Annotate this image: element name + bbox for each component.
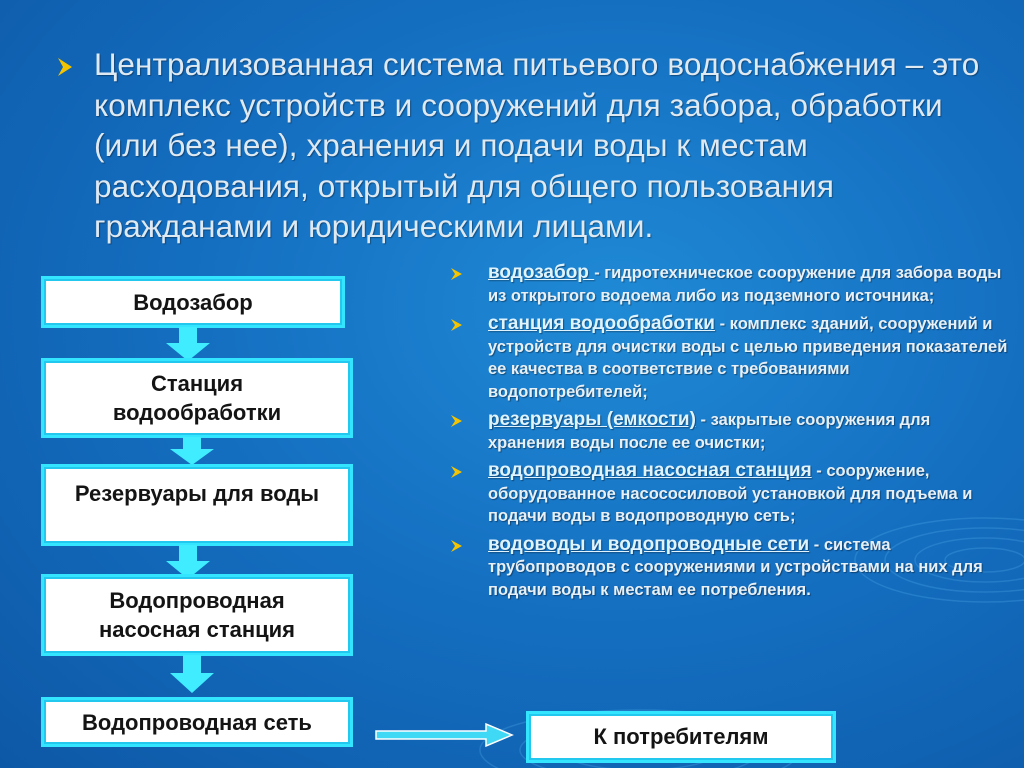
arrow-chevron-icon — [450, 267, 464, 281]
flow-label: Резервуары для воды — [74, 481, 320, 506]
arrow-chevron-icon — [450, 318, 464, 332]
arrow-chevron-icon — [56, 56, 76, 78]
flow-label: Станция водообработки — [112, 371, 282, 425]
definition-term: водоводы и водопроводные сети — [488, 533, 810, 555]
consumer-box — [526, 711, 836, 763]
flow-label: Водопроводная сеть — [82, 709, 312, 735]
down-arrow-icon — [170, 437, 214, 465]
arrow-chevron-icon — [450, 539, 464, 553]
definition-text: - гидротехническое сооружение для забора воды из открытого водоема либо из подземного источника; — [488, 264, 1002, 305]
definition-text: - закрытые сооружения для хранения воды после ее очистки; — [488, 411, 931, 452]
definition-term: резервуары (емкости) — [488, 409, 696, 430]
definitions-list — [450, 262, 1010, 607]
list-item — [450, 534, 1010, 602]
flow-box-pumping-station — [41, 574, 353, 656]
consumer-label: К потребителям — [593, 724, 769, 749]
list-item — [450, 313, 1010, 403]
down-arrow-icon — [170, 655, 214, 693]
list-item — [450, 409, 1010, 454]
flow-box-water-network — [41, 697, 353, 747]
arrow-chevron-icon — [450, 414, 464, 428]
definition-text: - комплекс зданий, сооружений и устройств для очистки воды с целью приведения показателей ее качества в соответствие с требованиями водопотребителей; — [488, 315, 1008, 401]
flow-box-water-reservoirs — [41, 464, 353, 546]
definition-term: станция водообработки — [488, 313, 715, 334]
definition-term: водопроводная насосная станция — [488, 460, 812, 481]
definition-term: водозабор — [488, 262, 595, 283]
intro-text: Централизованная система питьевого водоснабжения – это комплекс устройств и сооружений для забора, обработки (или без нее), хранения и подачи воды к местам расходования, открытый для общего пользования гражданами и юридическими лицами. — [94, 46, 980, 244]
flow-box-water-intake — [41, 276, 345, 328]
flow-label: Водопроводная насосная станция — [98, 588, 296, 642]
flow-box-treatment-station — [41, 358, 353, 438]
definition-text: - система трубопроводов с сооружениями и устройствами на них для подачи воды к местам ее потребления. — [488, 535, 983, 599]
right-arrow-icon — [374, 722, 514, 748]
list-item — [450, 460, 1010, 528]
arrow-chevron-icon — [450, 465, 464, 479]
flow-label: Водозабор — [133, 289, 253, 315]
definition-text: - сооружение, оборудованное насососиловой установкой для подъема и подачи воды в водопроводную сеть; — [488, 462, 973, 525]
down-arrow-icon — [166, 327, 210, 361]
intro-paragraph — [60, 44, 990, 247]
list-item — [450, 262, 1010, 307]
